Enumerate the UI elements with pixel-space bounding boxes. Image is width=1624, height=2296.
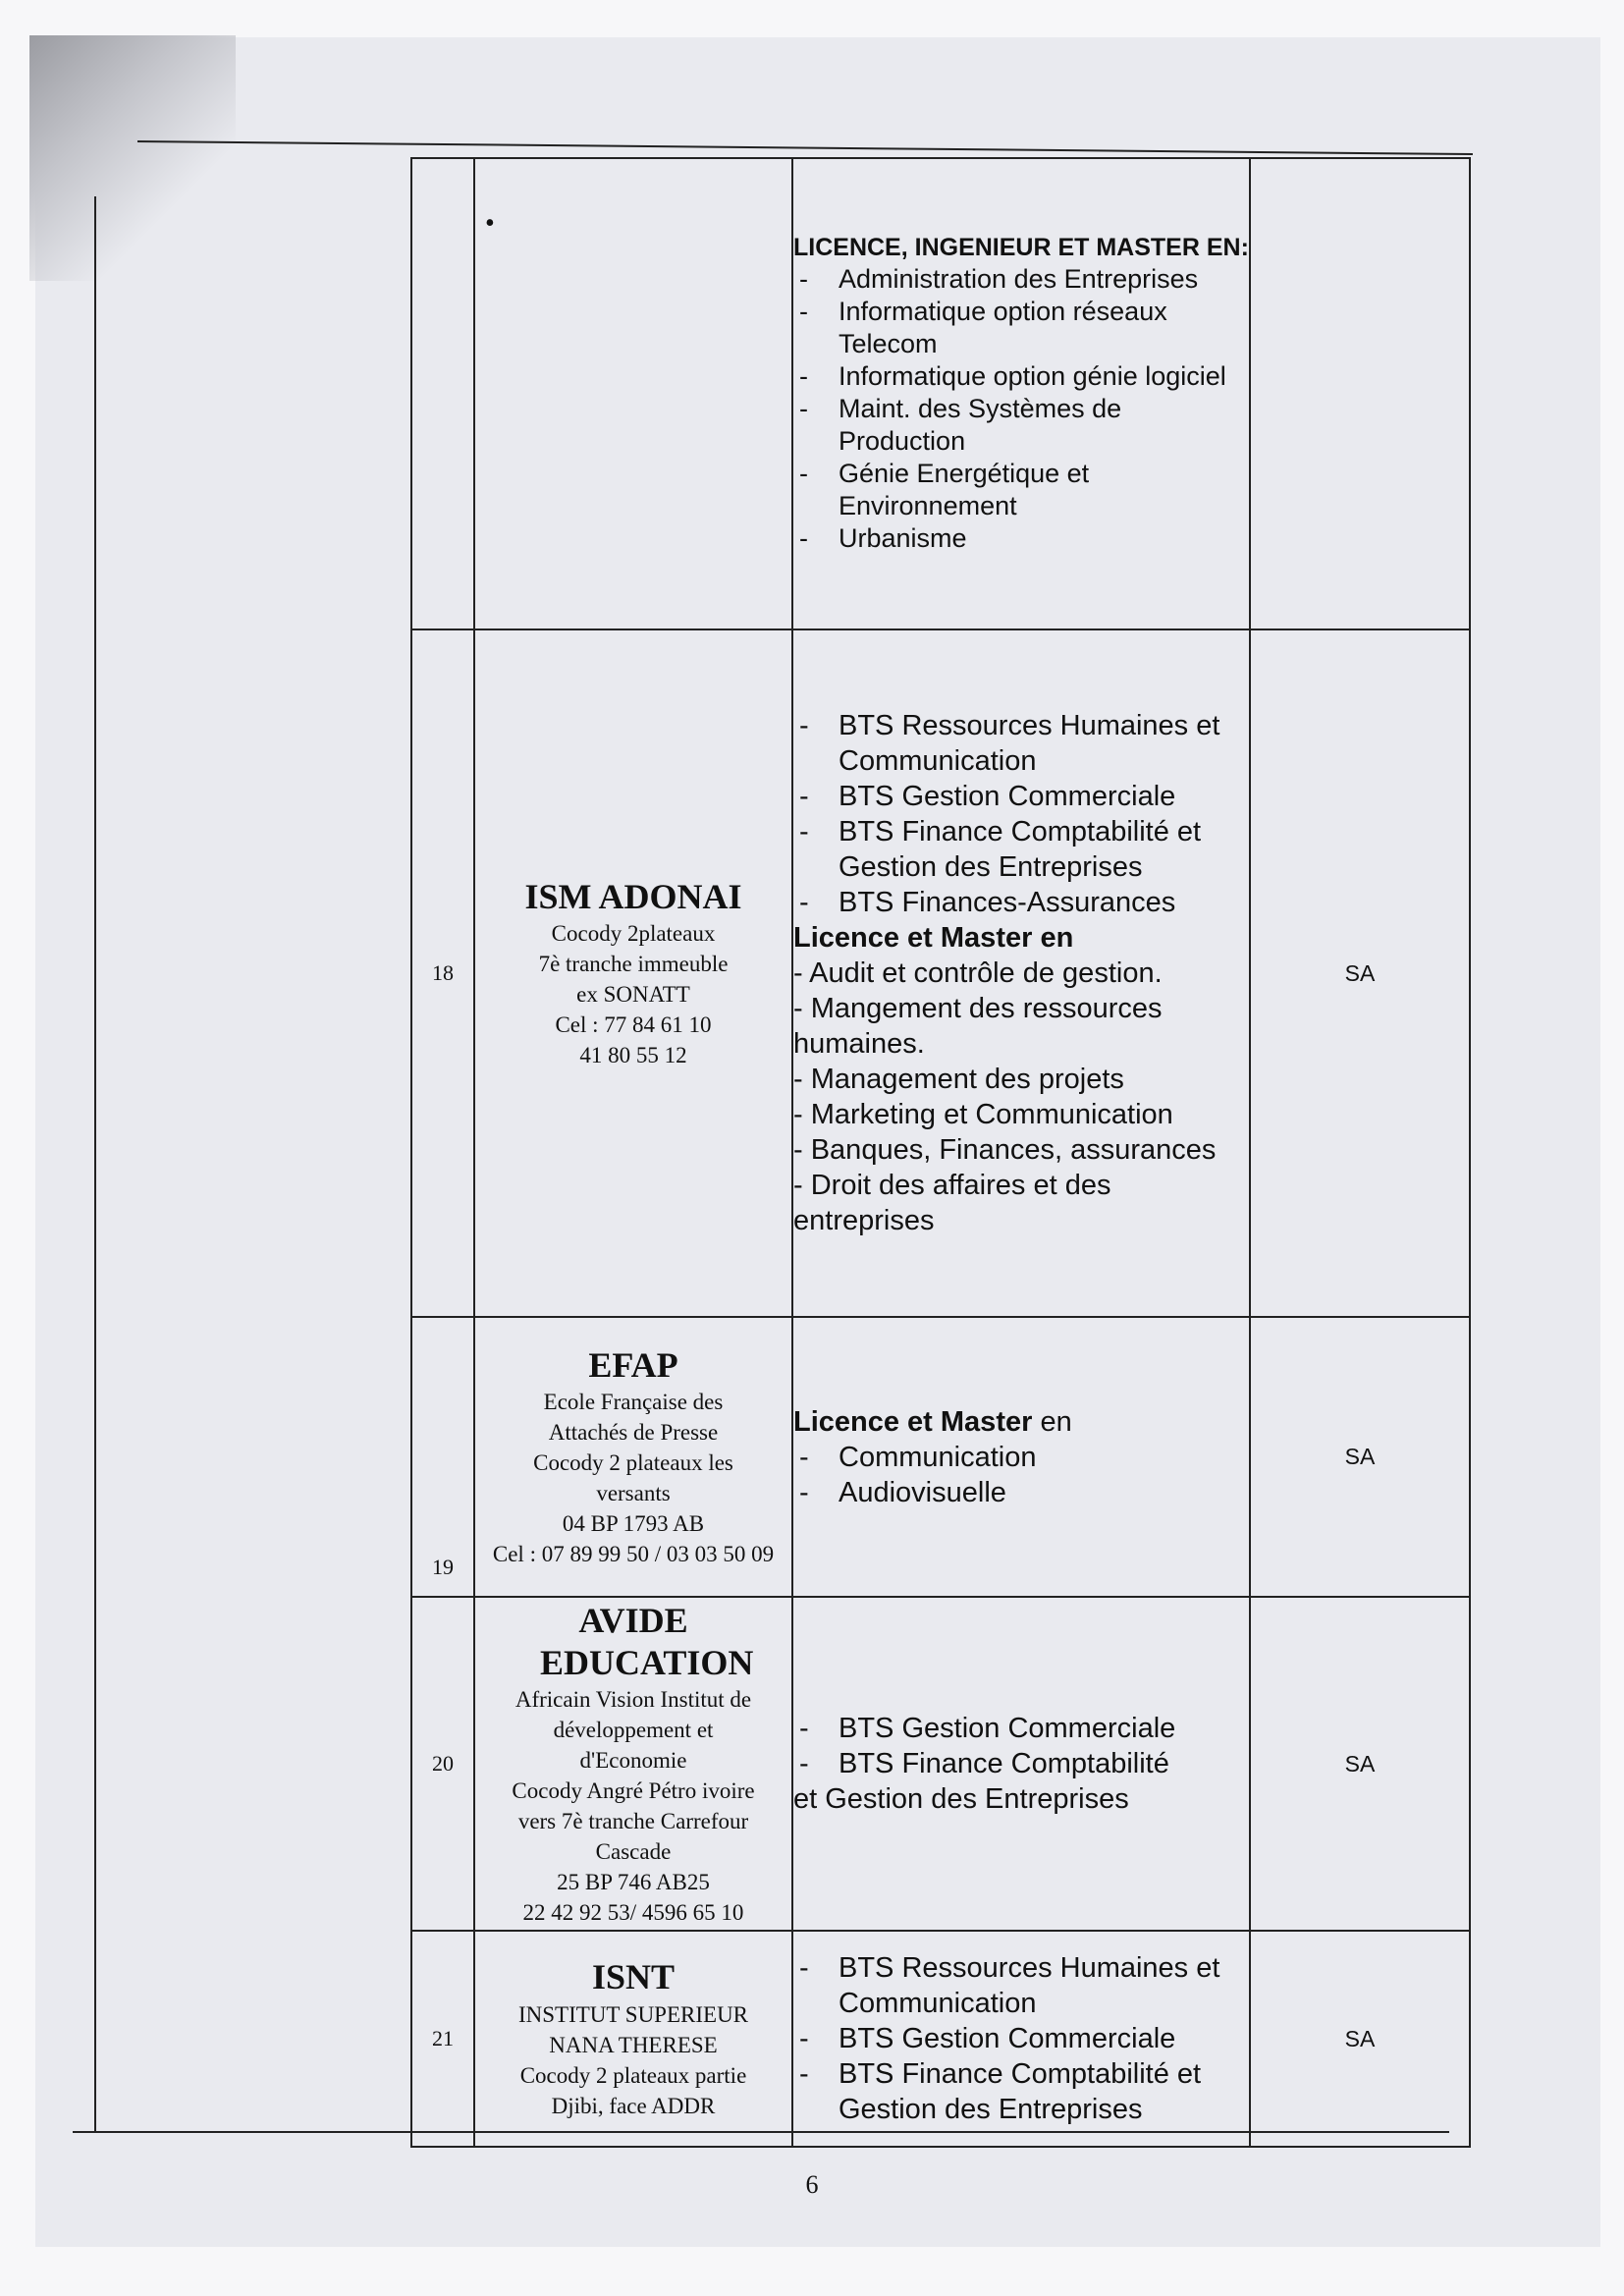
- observation-cell: SA: [1250, 1317, 1470, 1597]
- table-row-19: [411, 1317, 1470, 1597]
- program-line: - Marketing et Communication: [793, 1099, 1173, 1130]
- school-info-line: 7è tranche immeuble: [538, 952, 729, 977]
- page-number: 6: [805, 2170, 819, 2199]
- list-item: - BTS Finance Comptabilité: [793, 1746, 1249, 1781]
- observation-cell: SA: [1250, 1597, 1470, 1931]
- table-row-18: [411, 629, 1470, 1317]
- school-name: EFAP: [588, 1344, 678, 1385]
- school-info-line: Cel : 77 84 61 10: [555, 1012, 712, 1038]
- school-info-line: Djibi, face ADDR: [551, 2093, 716, 2118]
- programs-heading-rest: en: [1032, 1405, 1072, 1438]
- school-info-line: Cocody 2 plateaux partie: [519, 2062, 747, 2088]
- row-number: 19: [411, 1317, 474, 1597]
- scan-shadow: [29, 35, 236, 281]
- school-info-line: d'Economie: [579, 1748, 687, 1774]
- school-info-line: INSTITUT SUPERIEUR: [517, 2001, 749, 2027]
- school-name: AVIDE EDUCATION: [540, 1600, 754, 1682]
- school-info-line: ex SONATT: [576, 982, 690, 1008]
- programs-list: [793, 1950, 1249, 2127]
- row-number: 18: [411, 629, 474, 1317]
- school-info-line: Cocody Angré Pétro ivoire: [512, 1778, 755, 1804]
- school-info-line: Attachés de Presse: [548, 1420, 719, 1446]
- list-item: - Maint. des Systèmes de Production: [793, 393, 1249, 458]
- school-info-line: Cel : 07 89 99 50 / 03 03 50 09: [492, 1542, 775, 1567]
- row-number: 20: [411, 1597, 474, 1931]
- school-info-line: Africain Vision Institut de: [514, 1687, 752, 1713]
- row-number: [411, 158, 474, 629]
- school-info-line: Cocody 2 plateaux les: [533, 1450, 733, 1476]
- table-row-20: [411, 1597, 1470, 1931]
- school-info-line: 22 42 92 53/ 4596 65 10: [522, 1900, 744, 1926]
- observation-cell: [1250, 158, 1470, 629]
- school-info-line: NANA THERESE: [549, 2032, 718, 2057]
- school-cell: [474, 1317, 792, 1597]
- school-info-line: versants: [596, 1481, 671, 1506]
- list-item: - Génie Energétique et Environnement: [793, 458, 1249, 522]
- programs-heading: [793, 1404, 1249, 1440]
- list-item: - BTS Ressources Humaines et Communication: [793, 708, 1249, 779]
- observation-cell: SA: [1250, 629, 1470, 1317]
- list-item: - BTS Gestion Commerciale: [793, 2021, 1249, 2056]
- schools-table: [410, 157, 1471, 2148]
- school-name: ISM ADONAI: [524, 876, 742, 916]
- programs-heading-bold: Licence et Master: [793, 1405, 1033, 1438]
- programs-cell: [792, 1931, 1250, 2147]
- list-item: - BTS Finance Comptabilité et Gestion des Entreprises: [793, 814, 1249, 885]
- programs-cell: [792, 1597, 1250, 1931]
- programs-list: [793, 1440, 1249, 1510]
- programs-list: [793, 708, 1249, 920]
- school-cell: [474, 629, 792, 1317]
- programs-cell: [792, 629, 1250, 1317]
- school-info-line: vers 7è tranche Carrefour: [517, 1809, 749, 1834]
- table-row-21: [411, 1931, 1470, 2147]
- programs-list: [793, 263, 1249, 555]
- bullet-dot: •: [485, 208, 495, 239]
- list-item: - Urbanisme: [793, 522, 1249, 555]
- programs-cell: [792, 1317, 1250, 1597]
- program-line: - Management des projets: [793, 1064, 1124, 1095]
- observation-cell: SA: [1250, 1931, 1470, 2147]
- programs-heading: LICENCE, INGENIEUR ET MASTER EN:: [793, 234, 1249, 261]
- programs-list: [793, 1711, 1249, 1781]
- list-item: - Informatique option génie logiciel: [793, 360, 1249, 393]
- school-info-line: développement et: [553, 1718, 714, 1743]
- list-item: - BTS Gestion Commerciale: [793, 779, 1249, 814]
- program-line: - Droit des affaires et des entreprises: [793, 1170, 1111, 1236]
- program-line: et Gestion des Entreprises: [793, 1783, 1129, 1815]
- list-item: - BTS Finance Comptabilité et Gestion des Entreprises: [793, 2056, 1249, 2127]
- school-info-line: Ecole Française des: [543, 1390, 724, 1415]
- row-number: 21: [411, 1931, 474, 2147]
- school-cell: [474, 1597, 792, 1931]
- outer-table-left-border: [94, 196, 96, 2131]
- school-info-line: 25 BP 746 AB25: [557, 1870, 710, 1895]
- list-item: - BTS Gestion Commerciale: [793, 1711, 1249, 1746]
- list-item: - Administration des Entreprises: [793, 263, 1249, 296]
- school-info-line: 04 BP 1793 AB: [562, 1511, 705, 1537]
- program-line: - Audit et contrôle de gestion.: [793, 957, 1163, 989]
- school-cell: [474, 1931, 792, 2147]
- programs-heading: Licence et Master en: [793, 922, 1074, 954]
- school-info-line: 41 80 55 12: [579, 1043, 687, 1068]
- school-name: ISNT: [591, 1957, 676, 1997]
- school-info-line: Cascade: [595, 1839, 672, 1865]
- school-info-line: Cocody 2plateaux: [551, 921, 716, 947]
- list-item: - Communication: [793, 1440, 1249, 1475]
- list-item: - BTS Ressources Humaines et Communication: [793, 1950, 1249, 2021]
- list-item: - BTS Finances-Assurances: [793, 885, 1249, 920]
- table-row-continuation: [411, 158, 1470, 629]
- program-line: - Banques, Finances, assurances: [793, 1134, 1217, 1166]
- list-item: - Informatique option réseaux Telecom: [793, 296, 1249, 360]
- programs-cell: [792, 158, 1250, 629]
- list-item: - Audiovisuelle: [793, 1475, 1249, 1510]
- school-cell: [474, 158, 792, 629]
- program-line: - Mangement des ressources humaines.: [793, 993, 1163, 1060]
